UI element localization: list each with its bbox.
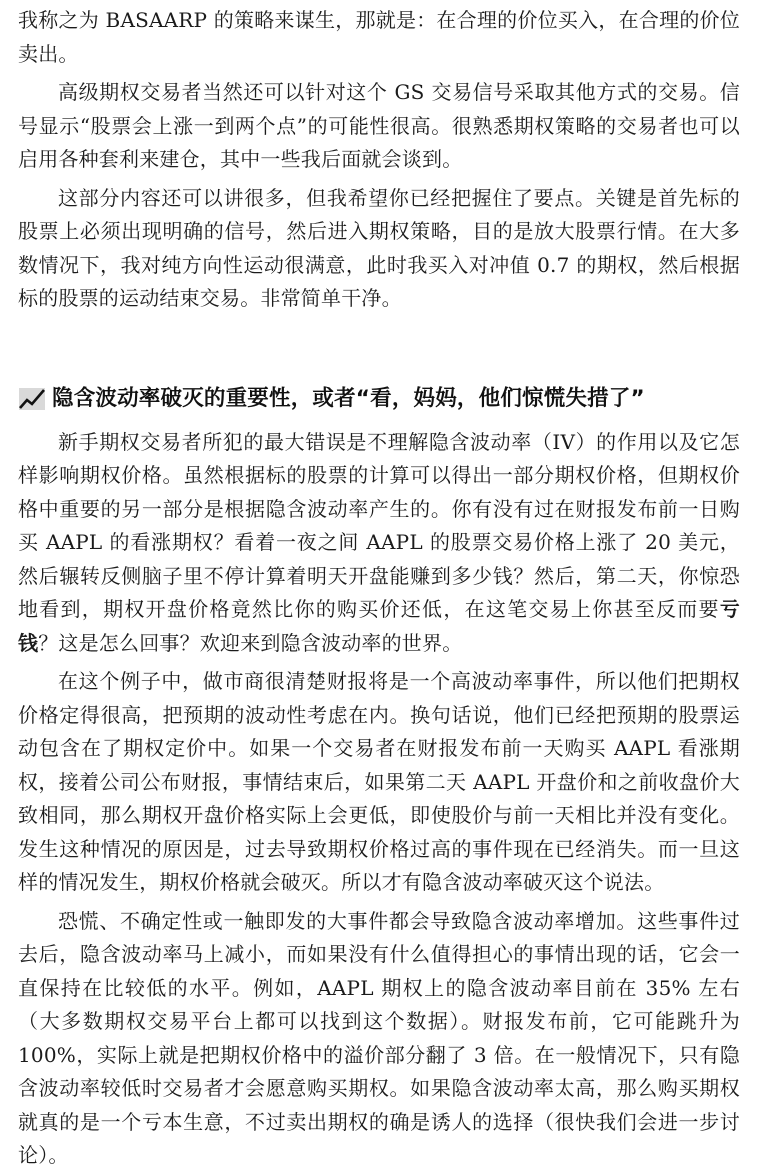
- paragraph-market-maker: 在这个例子中，做市商很清楚财报将是一个高波动率事件，所以他们把期权价格定得很高，把预期的波动性考虑在内。换句话说，他们已经把预期的股票运动包含在了期权定价中。如果一个交易者在财报发布前一天购买 AAPL 看涨期权，接着公司公布财报，事情结束后，如果第二天 AAPL 开盘价和之前收盘价大致相同，那么期权开盘价格实际上会更低，即使股价与前一天相比并没有变化。发生这种情况的原因是，过去导致期权价格过高的事件现在已经消失。而一旦这样的情况发生，期权价格就会破灭。所以才有隐含波动率破灭这个说法。: [18, 669, 740, 894]
- paragraph-iv-increase: 恐慌、不确定性或一触即发的大事件都会导致隐含波动率增加。这些事件过去后，隐含波动率马上减小，而如果没有什么值得担心的事情出现的话，它会一直保持在比较低的水平。例如，AAPL 期权上的隐含波动率目前在 35% 左右（大多数期权交易平台上都可以找到这个数据）。财报发布前，它可能跳升为 100%，实际上就是把期权价格中的溢价部分翻了 3 倍。在一般情况下，只有隐含波动率较低时交易者才会愿意购买期权。如果隐含波动率太高，那么购买期权就真的是一个亏本生意，不过卖出期权的确是诱人的选择（很快我们会进一步讨论）。: [18, 908, 740, 1167]
- section-title-text: 隐含波动率破灭的重要性，或者“看，妈妈，他们惊慌失措了”: [52, 385, 645, 411]
- paragraph-gs-signal: 高级期权交易者当然还可以针对这个 GS 交易信号采取其他方式的交易。信号显示“股票会上涨一到两个点”的可能性很高。很熟悉期权策略的交易者也可以启用各种套利来建仓，其中一些我后面就会谈到。: [18, 80, 740, 171]
- trend-chart-icon: [18, 386, 48, 412]
- paragraph-iv-intro: [18, 426, 740, 661]
- paragraph-iv-intro-text: 新手期权交易者所犯的最大错误是不理解隐含波动率（IV）的作用以及它怎样影响期权价格。虽然根据标的股票的计算可以得出一部分期权价格，但期权价格中重要的另一部分是根据隐含波动率产生的。你有没有过在财报发布前一日购买 AAPL 的看涨期权？看着一夜之间 AAPL 的股票交易价格上涨了 20 美元，然后辗转反侧脑子里不停计算着明天开盘能赚到多少钱？然后，第二天，你惊恐地看到，期权开盘价格竟然比你的购买价还低，在这笔交易上你甚至反而要: [18, 429, 740, 621]
- paragraph-summary: 这部分内容还可以讲很多，但我希望你已经把握住了要点。关键是首先标的股票上必须出现明确的信号，然后进入期权策略，目的是放大股票行情。在大多数情况下，我对纯方向性运动很满意，此时我买入对冲值 0.7 的期权，然后根据标的股票的运动结束交易。非常简单干净。: [18, 185, 740, 310]
- paragraph-continuation: 我称之为 BASAARP 的策略来谋生，那就是：在合理的价位买入，在合理的价位卖出。: [18, 8, 740, 66]
- paragraph-iv-intro-tail: ？这是怎么回事？欢迎来到隐含波动率的世界。: [38, 630, 463, 655]
- emphasis-loss: 亏钱: [18, 597, 740, 655]
- section-heading: [18, 382, 740, 416]
